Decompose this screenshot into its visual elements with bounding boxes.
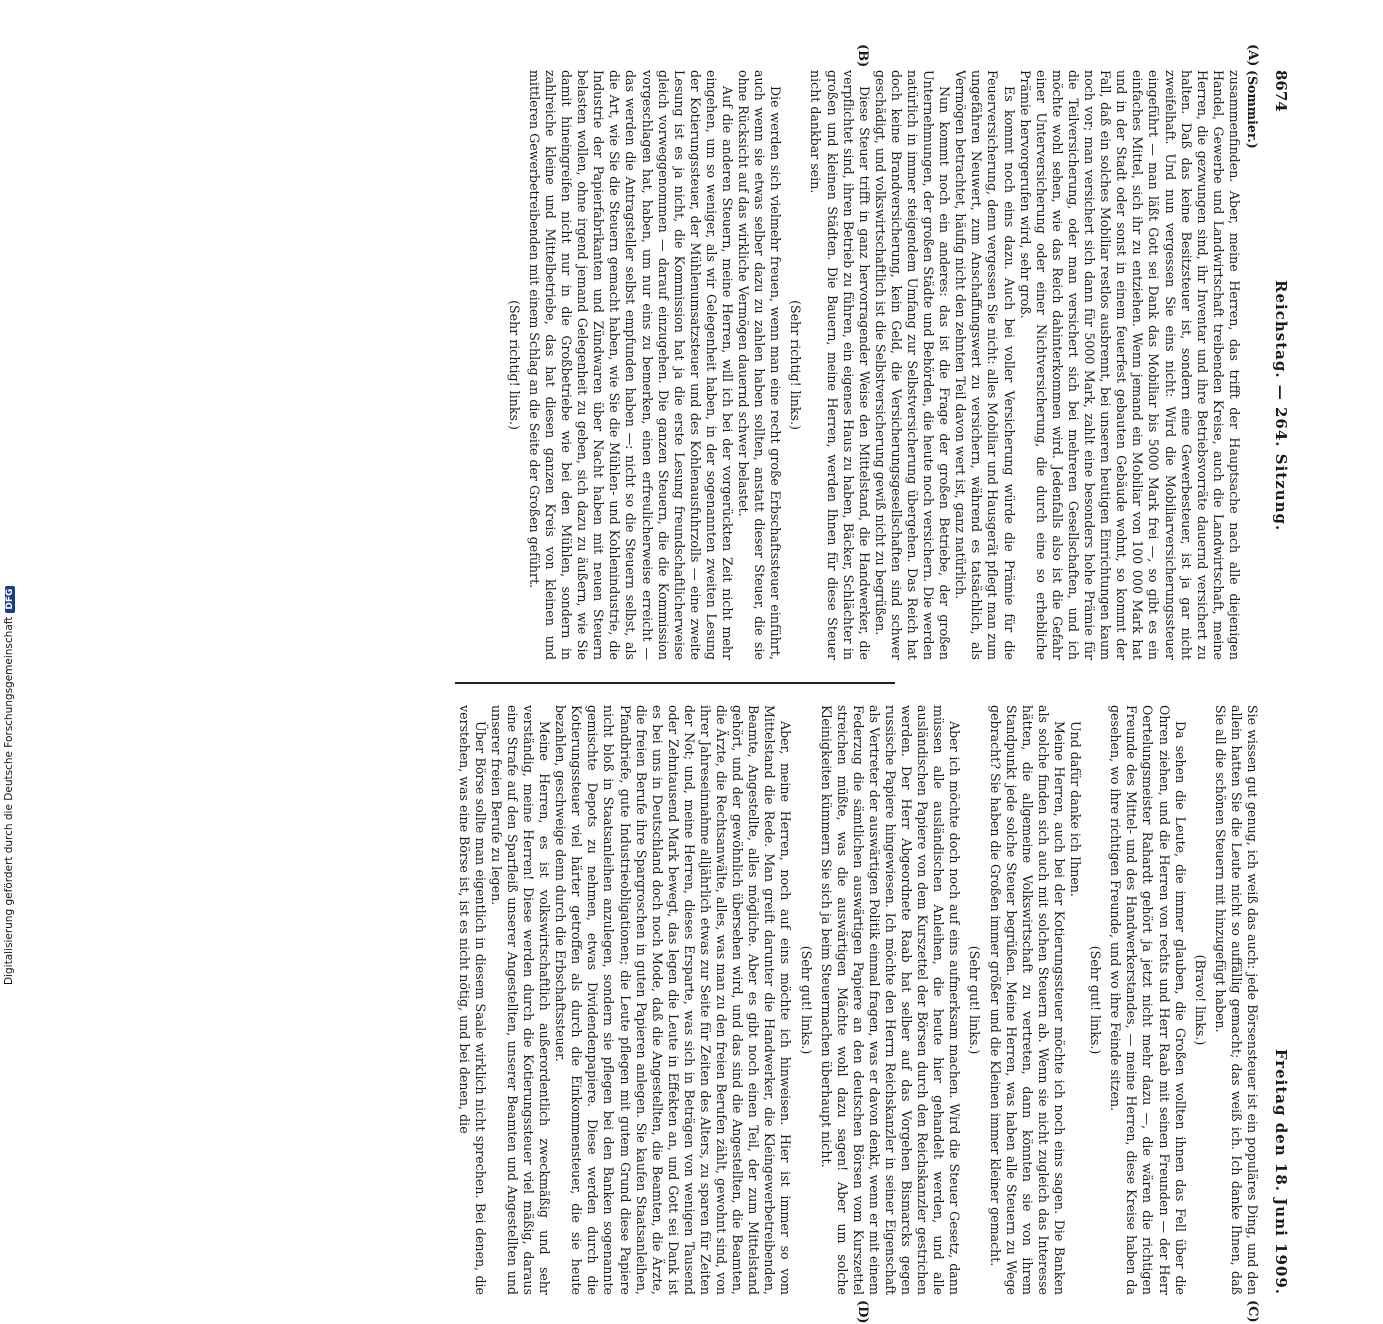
paragraph: Aber, meine Herren, noch auf eins möchte ich hinweisen. Hier ist immer so vom Mittelstand die Rede. Man greift darunter die Handwerker, die Kleingewerbetreibenden, Beamte, Angestellte, alles mögliche. Aber es gibt noch einen Teil, der zum Mittelstand gehört, und der gewöhnlich übersehen wird, und das sind die Angestellten, die Beamten, die Ärzte, die Rechtsanwälte, alles, was man zu den freien Berufen zählt, gewohnt sind, von ihrer Jahreseinnahme alljährlich etwas zur Seite für Zeiten des Alters, zu sparen für Zeiten der Not; und, meine Herren, dieses Ersparte, was sich in Beträgen von wenigen Tausend oder Zehntausend Mark bewegt, das legen die Leute in Effekten an, und Gott sei Dank ist es bei uns in Deutschland doch noch Mode, daß die Angestellten, die Beamten, die Ärzte, die freien Berufe ihre Spargroschen in guten Papieren anlegen. Sie kaufen Staatsanleihen, Pfandbriefe, gute Industrieobligationen; die Leute pflegen mit gutem Grund diese Papiere nicht bloß in Staatsanleihen anzulegen, sondern sie pflegen bei den Banken sogenannte gemischte Depots zu nehmen, etwas Dividendenpapiere. Diese werden durch die Kotierungssteuer viel härter getroffen als durch die Einkommensteuer, die sie heute bezahlen, geschweige denn durch die Erbschaftssteuer. <box>553 705 794 1295</box>
applause-note: (Sehr richtig! links.) <box>788 300 804 430</box>
applause-note: (Sehr richtig! links.) <box>506 300 522 430</box>
paragraph: Meine Herren, es ist volkswirtschaftlich außerordentlich zweckmäßig und sehr verständig, meine Herren! Diese werden durch die Kotierungssteuer viel mäßig, daraus eine Strafe auf den Sparfleiß unserer Angestellten, unserer Beamten und Angestellten und unserer freien Berufe zu legen. <box>488 705 553 1295</box>
paragraph: Nun kommt noch ein anderes: das ist die Frage der großen Betriebe, der großen Unternehmungen, der großen Städte und Behörden, die heute noch versichern. Die werden natürlich in immer steigendem Umfang zur Selbstversicherung übergehen. Das Reich hat doch keine Brandversicherung, kein Geld, die Versicherungsgesellschaften sind schwer geschädigt, und volkswirtschaftlich ist die Selbstversicherung gewiß nicht zu begrüßen. <box>872 70 953 660</box>
session-title: Reichstag. — 264. Sitzung. <box>1272 280 1290 532</box>
applause-note: (Sehr gut! links.) <box>798 945 814 1055</box>
paragraph: Sie wissen gut genug, ich weiß das auch: jede Börsensteuer ist ein populäres Ding, und den allein hatten Sie die Leute nicht so auffällig gemacht; das weiß ich. Ich danke Ihnen, daß Sie all die schönen Steuern mit hinzugefügt haben. <box>1212 705 1260 1295</box>
applause-note: (Sehr gut! links.) <box>1088 945 1104 1055</box>
left-text-column <box>430 70 1260 660</box>
margin-marker-d: (D) <box>855 1300 870 1324</box>
column-divider <box>455 682 895 684</box>
margin-marker-b: (B) <box>855 44 870 68</box>
paragraph: Meine Herren, auch bei der Kotierungssteuer möchte ich noch eins sagen. Die Banken als solche finden sich auch mit solchen Steuern ab. Wenn sie nicht zugleich das Interesse hätten, die allgemeine Volkswirtschaft zu vertreten, dann könnten sie von ihrem Standpunkt jede solche Steuer begrüßen. Meine Herren, was haben alle Steuern zu Wege gebracht? Sie haben die Großen immer größer und die Kleinen immer kleiner gemacht. <box>987 705 1067 1295</box>
paragraph: Aber ich möchte doch noch auf eins aufmerksam machen. Wird die Steuer Gesetz, dann müssen alle ausländischen Anleihen, die heute hier gehandelt werden, und alle ausländischen Papiere von dem Kurszettel der Börsen durch den Reichskanzler gestrichen werden. Der Herr Abgeordnete Raab hat selber auf das Vorgehen Bismarcks gegen russische Papiere hingewiesen. Ich möchte den Herrn Reichskanzler in seiner Eigenschaft als Vertreter der auswärtigen Politik einmal fragen, was er davon denkt, wenn er mit einem Federzug die sämtlichen auswärtigen Papiere an den deutschen Börsen vom Kurszettel streichen müßte, was die auswärtigen Mächte wohl dazu sagen! Aber um solche Kleinigkeiten kümmern Sie sich ja beim Steuermachen überhaupt nicht. <box>818 705 963 1295</box>
paragraph: Über Börse sollte man eigentlich in diesem Saale wirklich nicht sprechen. Bei denen, die verstehen, was eine Börse ist, ist es nicht nötig, und bei denen, die <box>456 705 488 1295</box>
rotated-page <box>65 44 1290 1324</box>
applause-note: (Bravo! links.) <box>1192 954 1208 1046</box>
margin-marker-a: (A) <box>1245 44 1260 67</box>
dfg-logo: DFG <box>5 586 15 613</box>
speaker-label: (Sommier.) <box>1245 70 1260 149</box>
paragraph: Da sehen die Leute, die immer glauben, die Großen wollten ihnen das Fell über die Ohren ziehen, und die Herren von rechts und Herr Raab mit seinen Freunden — der Herr Oertelungsmeister Rahardt gehört ja jetzt nicht mehr dazu —, die wären die richtigen Freunde des Mittel- und des Handwerkerstandes, — meine Herren, diese Kreise haben da gesehen, wo ihre richtigen Freunde, und wo ihre Feinde sitzen. <box>1108 705 1188 1295</box>
footer-text: Digitalisierung gefördert durch die Deutsche Forschungsgemeinschaft <box>3 616 15 985</box>
paragraph: Auf die anderen Steuern, meine Herren, will ich bei der vorgerückten Zeit nicht mehr eingehen, um so weniger, als wir Gelegenheit haben, in der sogenannten zweiten Lesung der Kotierungssteuer, der Mühlenumsatzsteuer und des Kohlenausfuhrzolls — eine zweite Lesung ist es ja nicht, die Kommission hat ja die erste Lesung freundschaftlicherweise gleich vorweggenommen — darauf einzugehen. Die ganzen Steuern, die die Kommission vorgeschlagen hat, haben, um nur eins zu bemerken, einen erfreulicherweise erreicht — das werden die Antragsteller selbst empfunden haben —: nicht so die Steuern selbst, als die Art, wie Sie die Steuern gemacht haben, wie Sie die Mühlen- und Kohlenindustrie, die Industrie der Papierfabrikanten und Zündwaren über Nacht haben mit neuen Steuern belasten wollen, ohne irgend jemand Gelegenheit zu geben, sich dazu zu äußern, wie Sie damit hineingreifen nicht nur in die Großbetriebe wie bei den Mühlen, sondern in zahlreiche kleine und Mittelbetriebe, das hat diesen ganzen Kreis von kleinen und mittleren Gewerbetreibenden mit einem Schlag an die Seite der Großen geführt. <box>526 70 735 660</box>
digitization-footer <box>3 0 17 985</box>
paragraph: Und dafür danke ich Ihnen. <box>1068 721 1084 897</box>
applause-note: (Sehr gut! links.) <box>967 945 983 1055</box>
page-number: 8674 <box>1272 70 1290 112</box>
page-header <box>1268 70 1290 1295</box>
paragraph: Es kommt noch eins dazu. Auch bei voller Versicherung würde die Prämie für die Feuerversicherung, denn vergessen Sie nicht: alles Mobiliar und Hausgerät pflegt man zum ungefähren Neuwert, zum Anschaffungswert zu versichern, während es tatsächlich, als Vermögen betrachtet, häufig nicht den zehnten Teil davon wert ist, ganz natürlich. <box>953 70 1017 660</box>
paragraph: Diese Steuer trifft in ganz hervorragender Weise den Mittelstand, die Handwerker, die verpflichtet sind, ihren Betrieb zu führen, ein eigenes Haus zu haben, Bäcker, Schlächter in großen und kleinen Städten. Die Bauern, meine Herren, werden Ihnen für diese Steuer nicht dankbar sein. <box>808 70 872 660</box>
margin-marker-c: (C) <box>1245 1300 1260 1323</box>
paragraph: Die werden sich vielmehr freuen, wenn man eine recht große Erbschaftssteuer einführt, auch wenn sie etwas selber dazu zu zahlen haben sollten, anstatt dieser Steuer, die sie ohne Rücksicht auf das wirkliche Vermögen dauernd schwer belastet. <box>736 70 784 660</box>
session-date: Freitag den 18. Juni 1909. <box>1272 1048 1290 1295</box>
right-text-column <box>430 705 1260 1295</box>
paragraph: zusammenfinden. Aber, meine Herren, das trifft der Hauptsache nach alle diejenigen Handel, Gewerbe und Landwirtschaft treibenden Kreise, auch die Landwirtschaft, meine Herren, die gezwungen sind, ihr Inventar und ihre Betriebsvorräte dauernd versichert zu halten. Daß das keine Besitzsteuer ist, sondern eine Gewerbesteuer, ist ja gar nicht zweifelhaft. Und nun vergessen Sie eins nicht: Wird die Mobiliarversicherungssteuer eingeführt — man läßt Gott sei Dank das Mobiliar bis 5000 Mark frei —, so gibt es ein einfaches Mittel, sich ihr zu entziehen. Wenn jemand ein Mobiliar von 100 000 Mark hat und in der Stadt oder sonst in einem feuerfest gebauten Gebäude wohnt, so kommt der Fall, daß ein solches Mobiliar restlos ausbrennt, bei unseren heutigen Einrichtungen kaum noch vor; man versichert sich dann für 5000 Mark, zahlt eine besonders hohe Prämie für die Teilversicherung, oder man versichert sich bei mehreren Gesellschaften, und ich möchte wohl sehen, wie das Reich dahinterkommen wird. Jedenfalls also ist die Gefahr einer Unterversicherung oder einer Nichtversicherung, die durch eine so erhebliche Prämie hervorgerufen wird, sehr groß. <box>1017 70 1242 660</box>
